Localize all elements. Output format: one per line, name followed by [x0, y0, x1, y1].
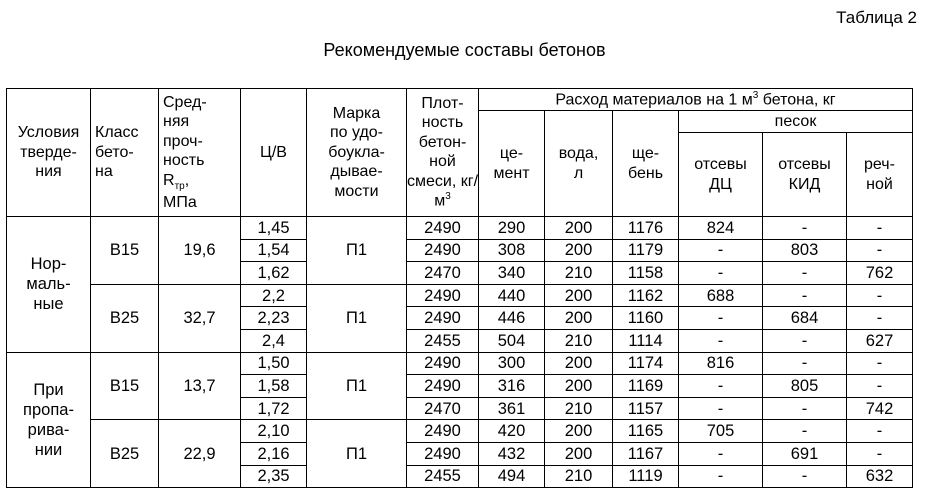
- cement-cell: 290: [479, 217, 545, 240]
- strength-cell: 19,6: [159, 217, 241, 285]
- cement-cell: 432: [479, 442, 545, 465]
- dc-cell: 816: [679, 352, 763, 375]
- cement-cell: 494: [479, 465, 545, 488]
- header-density-superscript: 3: [445, 191, 451, 203]
- cw-cell: 1,54: [241, 239, 307, 262]
- header-strength-subscript: тр: [174, 180, 185, 192]
- water-cell: 200: [545, 307, 613, 330]
- kid-cell: -: [763, 284, 847, 307]
- header-density-text: Плот- ность бетон- ной смеси, кг/м: [407, 94, 479, 210]
- river-cell: -: [847, 420, 913, 443]
- density-cell: 2490: [407, 352, 479, 375]
- river-cell: -: [847, 307, 913, 330]
- cement-cell: 316: [479, 375, 545, 398]
- water-cell: 210: [545, 465, 613, 488]
- cement-cell: 504: [479, 329, 545, 352]
- river-cell: 632: [847, 465, 913, 488]
- class-cell: В15: [91, 352, 159, 420]
- header-strength-unit: , МПа: [163, 171, 197, 211]
- dc-cell: -: [679, 442, 763, 465]
- header-sand: песок: [679, 111, 913, 133]
- gravel-cell: 1160: [613, 307, 679, 330]
- class-cell: В25: [91, 284, 159, 352]
- table-row: [7, 420, 913, 443]
- table-row: [7, 352, 913, 375]
- river-cell: -: [847, 284, 913, 307]
- kid-cell: -: [763, 420, 847, 443]
- header-strength: [159, 89, 241, 217]
- kid-cell: -: [763, 217, 847, 240]
- density-cell: 2455: [407, 465, 479, 488]
- gravel-cell: 1162: [613, 284, 679, 307]
- river-cell: -: [847, 217, 913, 240]
- dc-cell: -: [679, 262, 763, 285]
- gravel-cell: 1167: [613, 442, 679, 465]
- density-cell: 2455: [407, 329, 479, 352]
- table-row: [7, 217, 913, 240]
- table-title: Рекомендуемые составы бетонов: [323, 40, 606, 60]
- table-header: [7, 89, 913, 217]
- kid-cell: 684: [763, 307, 847, 330]
- mark-cell: П1: [307, 420, 407, 488]
- cw-cell: 1,62: [241, 262, 307, 285]
- cw-cell: 1,50: [241, 352, 307, 375]
- cw-cell: 1,58: [241, 375, 307, 398]
- header-consumption-superscript: 3: [752, 89, 759, 101]
- kid-cell: -: [763, 397, 847, 420]
- cement-cell: 420: [479, 420, 545, 443]
- header-water: вода, л: [545, 111, 613, 217]
- cw-cell: 1,45: [241, 217, 307, 240]
- density-cell: 2470: [407, 262, 479, 285]
- gravel-cell: 1114: [613, 329, 679, 352]
- dc-cell: -: [679, 307, 763, 330]
- header-density: [407, 89, 479, 217]
- kid-cell: -: [763, 352, 847, 375]
- header-conditions: Условия тверде- ния: [7, 89, 91, 217]
- cw-cell: 2,23: [241, 307, 307, 330]
- dc-cell: -: [679, 239, 763, 262]
- kid-cell: -: [763, 329, 847, 352]
- water-cell: 200: [545, 352, 613, 375]
- header-cw: Ц/В: [241, 89, 307, 217]
- gravel-cell: 1176: [613, 217, 679, 240]
- kid-cell: 803: [763, 239, 847, 262]
- cw-cell: 2,4: [241, 329, 307, 352]
- density-cell: 2470: [407, 397, 479, 420]
- water-cell: 200: [545, 239, 613, 262]
- density-cell: 2490: [407, 239, 479, 262]
- river-cell: -: [847, 375, 913, 398]
- gravel-cell: 1119: [613, 465, 679, 488]
- strength-cell: 22,9: [159, 420, 241, 488]
- dc-cell: 705: [679, 420, 763, 443]
- header-consumption-unit: бетона, кг: [758, 90, 836, 108]
- river-cell: 627: [847, 329, 913, 352]
- strength-cell: 13,7: [159, 352, 241, 420]
- condition-cell: При пропа- рива- нии: [7, 352, 91, 488]
- water-cell: 200: [545, 375, 613, 398]
- cw-cell: 2,2: [241, 284, 307, 307]
- water-cell: 200: [545, 284, 613, 307]
- water-cell: 200: [545, 442, 613, 465]
- class-cell: В15: [91, 217, 159, 285]
- mark-cell: П1: [307, 284, 407, 352]
- river-cell: 742: [847, 397, 913, 420]
- cement-cell: 440: [479, 284, 545, 307]
- dc-cell: -: [679, 329, 763, 352]
- header-gravel: ще- бень: [613, 111, 679, 217]
- river-cell: -: [847, 442, 913, 465]
- class-cell: В25: [91, 420, 159, 488]
- water-cell: 210: [545, 329, 613, 352]
- gravel-cell: 1157: [613, 397, 679, 420]
- water-cell: 200: [545, 420, 613, 443]
- cement-cell: 308: [479, 239, 545, 262]
- river-cell: -: [847, 239, 913, 262]
- kid-cell: 805: [763, 375, 847, 398]
- water-cell: 200: [545, 217, 613, 240]
- cement-cell: 340: [479, 262, 545, 285]
- condition-cell: Нор- маль- ные: [7, 217, 91, 353]
- gravel-cell: 1174: [613, 352, 679, 375]
- cw-cell: 2,10: [241, 420, 307, 443]
- concrete-compositions-table: [6, 88, 913, 488]
- header-consumption: [479, 89, 913, 111]
- water-cell: 210: [545, 262, 613, 285]
- header-mark: Марка по удо- боукла- дывае- мости: [307, 89, 407, 217]
- cw-cell: 1,72: [241, 397, 307, 420]
- mark-cell: П1: [307, 352, 407, 420]
- cw-cell: 2,16: [241, 442, 307, 465]
- dc-cell: -: [679, 465, 763, 488]
- gravel-cell: 1179: [613, 239, 679, 262]
- header-strength-text: Сред- няя проч- ность R: [163, 93, 207, 189]
- gravel-cell: 1158: [613, 262, 679, 285]
- table-body: [7, 217, 913, 488]
- header-consumption-text: Расход материалов на 1 м: [555, 90, 753, 108]
- table-row: [7, 284, 913, 307]
- kid-cell: 691: [763, 442, 847, 465]
- density-cell: 2490: [407, 284, 479, 307]
- river-cell: -: [847, 352, 913, 375]
- cw-cell: 2,35: [241, 465, 307, 488]
- cement-cell: 446: [479, 307, 545, 330]
- header-class: Класс бето- на: [91, 89, 159, 217]
- density-cell: 2490: [407, 217, 479, 240]
- gravel-cell: 1169: [613, 375, 679, 398]
- water-cell: 210: [545, 397, 613, 420]
- mark-cell: П1: [307, 217, 407, 285]
- density-cell: 2490: [407, 375, 479, 398]
- header-cement: це- мент: [479, 111, 545, 217]
- dc-cell: -: [679, 397, 763, 420]
- dc-cell: 688: [679, 284, 763, 307]
- header-sand-river: реч- ной: [847, 133, 913, 217]
- cement-cell: 361: [479, 397, 545, 420]
- density-cell: 2490: [407, 307, 479, 330]
- table-number-label: Таблица 2: [836, 8, 917, 27]
- density-cell: 2490: [407, 420, 479, 443]
- dc-cell: 824: [679, 217, 763, 240]
- cement-cell: 300: [479, 352, 545, 375]
- kid-cell: -: [763, 262, 847, 285]
- header-sand-dc: отсевы ДЦ: [679, 133, 763, 217]
- density-cell: 2490: [407, 442, 479, 465]
- river-cell: 762: [847, 262, 913, 285]
- dc-cell: -: [679, 375, 763, 398]
- header-sand-kid: отсевы КИД: [763, 133, 847, 217]
- gravel-cell: 1165: [613, 420, 679, 443]
- strength-cell: 32,7: [159, 284, 241, 352]
- kid-cell: -: [763, 465, 847, 488]
